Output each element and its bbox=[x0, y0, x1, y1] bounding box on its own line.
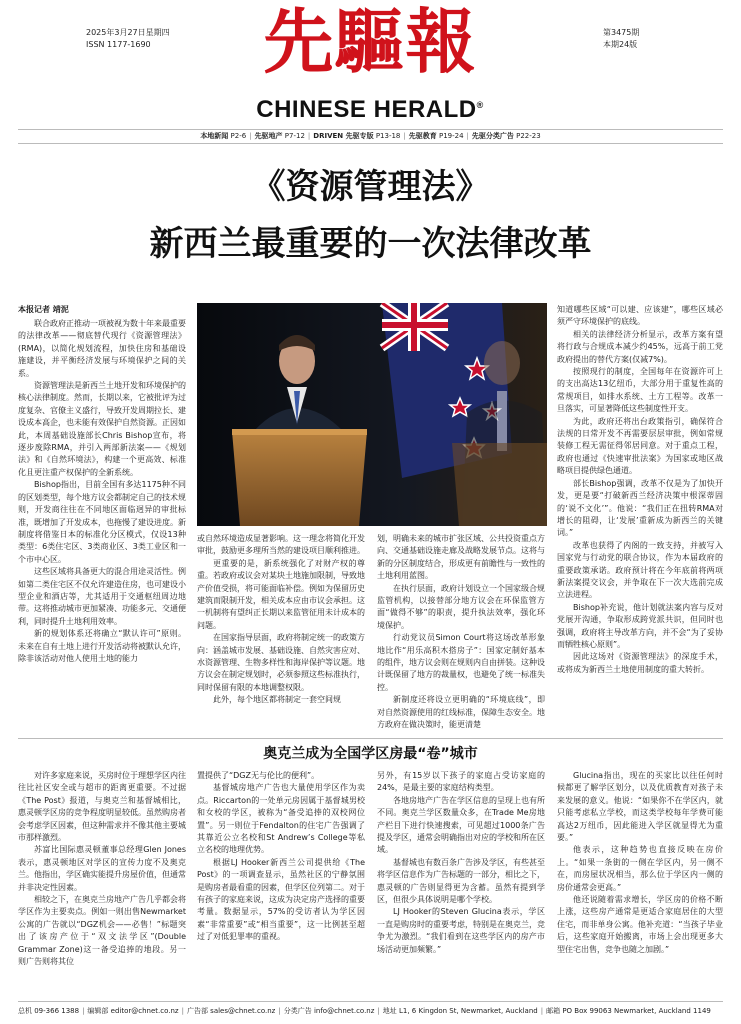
paragraph: 基督城房地产广告也大量使用学区作为卖点。Riccarton的一处单元房因属于基督城男校和女校的学区，被称为“备受追捧的双校网位置”。另一则位于Fendalton的住宅广告强调了其靠近公立名校和St Andrew’s College等私立名校的地理优势。 bbox=[197, 783, 365, 855]
nav-bottom-rule bbox=[18, 143, 723, 144]
registered-mark: ® bbox=[476, 100, 484, 110]
paragraph: Bishop指出，目前全国有多达1175种不同的区划类型，每个地方议会都制定自己的技术规则，开发商往往在不同地区面临迥异的审批标准，既增加了开发成本，也拖慢了建设进度。新制度将借鉴日本的标准化分区模式，仅设13种类型：6类住宅区、3类商业区、3类工业区和一个市中心区。 bbox=[18, 480, 186, 564]
nav-separator: | bbox=[307, 132, 311, 140]
paragraph: 置提供了“DGZ无与伦比的便利”。 bbox=[197, 771, 320, 780]
podium bbox=[232, 429, 367, 526]
footer-separator: | bbox=[377, 1007, 380, 1015]
nav-item-driven[interactable] bbox=[313, 132, 400, 140]
headline-line-1: 《资源管理法》 bbox=[251, 167, 490, 207]
nav-item-education[interactable] bbox=[409, 132, 464, 140]
logo-english-text: CHINESE HERALD bbox=[256, 96, 477, 123]
paragraph: 此外，每个地区都将制定一套空间规 bbox=[213, 695, 341, 705]
paragraph: 他表示，这种趋势也直接反映在房价上。“如果一条街的一侧在学区内，另一侧不在，而房屋状况相当，那么位于学区内一侧的房价通常会更高。” bbox=[557, 845, 723, 892]
nav-separator: | bbox=[249, 132, 252, 140]
paragraph: 他还说随着需求增长，学区房的价格不断上涨，这些房产通常是更适合家庭居住的大型住宅，而非单身公寓。他补充道：“当孩子毕业后，这些家庭开始搬离，市场上会出现更多大型住宅出售，竞争也随之加剧。” bbox=[557, 895, 723, 954]
paragraph: 知道哪些区域“可以建、应该建”，哪些区域必须严守环境保护的底线。 bbox=[557, 305, 723, 327]
nav-separator: | bbox=[466, 132, 469, 140]
article1-column-1 bbox=[18, 318, 186, 665]
nav-item-property[interactable] bbox=[255, 132, 305, 140]
nav-pages: P13-18 bbox=[375, 132, 401, 140]
footer-editorial-email[interactable]: 编辑部 editor@chnet.co.nz bbox=[87, 1007, 179, 1015]
footer-rule bbox=[18, 1001, 723, 1002]
paragraph: 对许多家庭来说，买房时位于理想学区内往往比社区安全或与超市的距离更重要。不过据《The Post》报道，与奥克兰和基督城相比，惠灵顿学区房的竞争程度明显较低。虽然购房者会考虑学区因素，但这种需求并不像其他主要城市那样激烈。 bbox=[18, 771, 186, 843]
logo-chinese: 先驅報 bbox=[263, 0, 477, 83]
article1-column-4 bbox=[557, 304, 723, 676]
paragraph: 基督城也有数百条广告涉及学区，有些甚至将学区信息作为广告标题的一部分，相比之下，惠灵顿的广告则显得更为含蓄。虽然有提到学区，但很少具体说明是哪个学校。 bbox=[377, 857, 545, 905]
nav-pages: P2-6 bbox=[230, 132, 247, 140]
page-count: 本期24版 bbox=[603, 40, 638, 49]
masthead-left bbox=[86, 27, 170, 51]
paragraph: 新制度还将设立更明确的“环境底线”，即对自然资源使用的红线标准，保障生态安全。地方政府在做决策时，能更清楚 bbox=[377, 695, 545, 730]
byline: 本报记者 靖泥 bbox=[18, 305, 69, 314]
nav-label: DRIVEN 先驱专版 bbox=[313, 132, 374, 140]
nav-label: 本地新闻 bbox=[200, 132, 229, 140]
paragraph: 更重要的是，新系统强化了对财产权的尊重。若政府或议会对某块土地施加限制，导致地产价值受损，将可能面临补偿。例如为保留历史建筑而限制开发，相关成本应由市议会承担。这一机制将有望纠正长期以来监管征用未计成本的问题。 bbox=[197, 558, 365, 630]
footer-contacts bbox=[18, 1006, 723, 1016]
article2-column-1 bbox=[18, 770, 186, 969]
paragraph: 部长Bishop强调，改革不仅是为了加快开发，更是要“打破新西兰经济决策中根深蒂固的‘说不文化’”。他说：“我们正在扭转RMA对增长的阻碍，让‘发展’重新成为新西兰的关键词。” bbox=[557, 478, 723, 538]
nav-label: 先驱分类广告 bbox=[471, 132, 514, 140]
paragraph: 相关的法律经济分析显示，改革方案有望将行政与合规成本减少约45%，远高于前工党政府提出的替代方案(仅减7%)。 bbox=[557, 329, 723, 364]
paragraph: Glucina指出，现在的买家比以往任何时候都更了解学区划分，以及优质教育对孩子未来发展的意义。他说：“如果你不在学区内，就只能考虑私立学校，而这类学校每年学费可能高达2万纽币，因此能进入学区就显得尤为重要。” bbox=[557, 771, 723, 843]
issue-date: 2025年3月27日星期四 bbox=[86, 28, 170, 37]
paragraph: 按照现行的制度，全国每年在资源许可上的支出高达13亿纽币，大部分用于重复性高的常规项目，如排水系统、土方工程等。改革一旦落实，可显著降低这些制度性开支。 bbox=[557, 367, 723, 414]
logo-english bbox=[224, 92, 516, 123]
nav-label: 先驱教育 bbox=[408, 132, 437, 140]
article1-column-3 bbox=[377, 533, 545, 732]
footer-po-box: 邮箱 PO Box 99063 Newmarket, Auckland 1149 bbox=[546, 1007, 711, 1015]
paragraph: 改革也获得了内阁的一致支持，并被写入国家党与行动党的联合协议，作为本届政府的重要政策承诺。政府预计将在今年底前将两项新法案提交议会，并争取在下一次大选前完成立法进程。 bbox=[557, 540, 723, 600]
paragraph: 根据LJ Hooker新西兰公司提供给《The Post》的一项调查显示，虽然社区的宁静氛围是购房者最看重的因素，但学区位列第二。对于有孩子的家庭来说，这成为决定房产选择的重要考量。数据显示，57%的受访者认为学区因素“非常重要”或“相当重要”，这一比例甚至超过了对低犯罪率的重视。 bbox=[197, 857, 365, 942]
nav-separator: | bbox=[403, 132, 406, 140]
paragraph: LJ Hooker的Steven Glucina表示，学区一直是购房时的重要考虑，特别是在奥克兰，竞争尤为激烈。“我们看到在这些学区内的房产市场活动更加频繁。” bbox=[377, 907, 545, 954]
paragraph: Bishop补充说，他计划就法案内容与反对党展开沟通，争取形成跨党派共识，但同时也强调，政府将主导改革方向，并不会“为了妥协而牺牲核心原则”。 bbox=[557, 602, 723, 649]
issue-number: 第3475期 bbox=[603, 28, 640, 37]
article2-column-4 bbox=[557, 770, 723, 956]
section-divider bbox=[18, 738, 723, 739]
footer-ad-email[interactable]: 广告部 sales@chnet.co.nz bbox=[186, 1007, 276, 1015]
article2-column-2 bbox=[197, 770, 365, 944]
headline-line-2: 新西兰最重要的一次法律改革 bbox=[149, 224, 592, 264]
paragraph: 资源管理法是新西兰土地开发和环境保护的核心法律制度。然而，长期以来，它被批评为过度复杂、官僚主义盛行，导致开发周期拉长、建设成本高企，也未能有效保护自然资源。正因如此，本周基础设施部长Chris Bishop宣布，将逐步废除RMA，并引入两部新法案——《规划法》和《自然环境法》，构建一个更高效、标准化且更注重产权保护的全新系统。 bbox=[18, 381, 186, 477]
footer-classified-email[interactable]: 分类广告 info@chnet.co.nz bbox=[283, 1007, 375, 1015]
photo-illustration bbox=[197, 303, 547, 526]
paragraph: 各地房地产广告在学区信息的呈现上也有所不同。奥克兰学区数量众多，在Trade Me房地产栏目下进行快速搜索，可见超过1000条广告提及学区，通常会明确指出对应的学校和所在区域。 bbox=[377, 795, 545, 855]
footer-address: 地址 L1, 6 Kingdon St, Newmarket, Auckland bbox=[382, 1007, 538, 1015]
article2-title: 奥克兰成为全国学区房最“卷”城市 bbox=[263, 746, 478, 762]
issn: ISSN 1177-1690 bbox=[86, 40, 151, 49]
section-nav bbox=[0, 130, 741, 142]
footer-separator: | bbox=[278, 1007, 281, 1015]
paragraph: 为此，政府还将出台政策指引，确保符合法规的日常开发不再需要层层审批，例如常规装修工程无需征得邻居同意。对于重点工程，政府也通过《快速审批法案》为国家或地区战略项目提供绿色通道。 bbox=[557, 416, 723, 476]
paragraph: 或自然环境造成显著影响。这一理念将简化开发审批，鼓励更多理所当然的建设项目顺利推进。 bbox=[197, 534, 365, 556]
footer-separator: | bbox=[82, 1007, 85, 1015]
article2-column-3 bbox=[377, 770, 545, 956]
paragraph: 因此这场对《资源管理法》的深度手术，或将成为新西兰土地使用制度的重大转折。 bbox=[557, 652, 723, 674]
paragraph: 相较之下，在奥克兰房地产广告几乎都会将学区作为主要卖点。例如一则出售Newmarket公寓的广告就以“DGZ机会——必售！”标题突出了该房产位于“双文法学区”(Double Grammar Zone)这一备受追捧的地段。另一则广告则将其位 bbox=[18, 895, 186, 967]
nav-item-classifieds[interactable] bbox=[472, 132, 541, 140]
nav-item-local-news[interactable] bbox=[200, 132, 246, 140]
footer-phone: 总机 09-366 1388 bbox=[18, 1007, 80, 1015]
nav-label: 先驱地产 bbox=[254, 132, 283, 140]
paragraph: 联合政府正推动一项被视为数十年来最重要的法律改革——彻底替代现行《资源管理法》(RMA)，以简化规划流程，加快住房和基础设施建设，并平衡经济发展与环境保护之间的关系。 bbox=[18, 319, 186, 378]
paragraph: 另外，有15岁以下孩子的家庭占受访家庭的24%，是最主要的家庭结构类型。 bbox=[377, 771, 545, 793]
paragraph: 苏富比国际惠灵顿董事总经理Glen Jones表示，惠灵顿地区对学区的宣传力度不及奥克兰。他指出，学区确实能提升房屋价值，但通常并非决定性因素。 bbox=[18, 845, 186, 892]
paragraph: 划，明确未来的城市扩张区域、公共投资重点方向、交通基础设施走廊及战略发展节点。这将与新的分区制度结合，形成更有前瞻性与一致性的土地利用蓝图。 bbox=[377, 534, 545, 581]
footer-separator: | bbox=[181, 1007, 184, 1015]
masthead-right bbox=[603, 27, 639, 51]
paragraph: 在国家指导层面，政府将制定统一的政策方向：涵盖城市发展、基础设施、自然灾害应对、水资源管理、生物多样性和海岸保护等议题。地方议会在制定规划时，必须参照这些标准执行，同时保留有限的本地调整权限。 bbox=[197, 633, 365, 692]
paragraph: 这些区域将具备更大的混合用途灵活性。例如第二类住宅区不仅允许建造住房，也可建设小型企业和酒店等，尤其适用于交通枢纽周边地带。这将推动城市更加紧凑、功能多元、交通便利，同时提升土地利用效率。 bbox=[18, 567, 186, 626]
nav-pages: P22-23 bbox=[516, 132, 541, 140]
paragraph: 行动党议员Simon Court将这场改革形象地比作“用乐高积木搭房子”：国家定制好基本的组件，地方议会则在规则内自由拼装。这种设计既保留了地方的裁量权，也避免了统一标准失控。 bbox=[377, 633, 545, 692]
nav-pages: P19-24 bbox=[438, 132, 464, 140]
paragraph: 在执行层面，政府计划设立一个国家级合规监管机构，以接替部分地方议会在环保监管方面“做得不够”的职责，提升执法效率，强化环境保护。 bbox=[377, 583, 545, 630]
nav-pages: P7-12 bbox=[284, 132, 305, 140]
paragraph: 新的规划体系还将确立“默认许可”原则。未来在自有土地上进行开发活动将被默认允许，除非该活动对他人使用土地的能力 bbox=[18, 629, 186, 663]
footer-separator: | bbox=[540, 1007, 544, 1015]
article1-column-2 bbox=[197, 533, 365, 707]
press-conference-photo bbox=[197, 303, 547, 526]
